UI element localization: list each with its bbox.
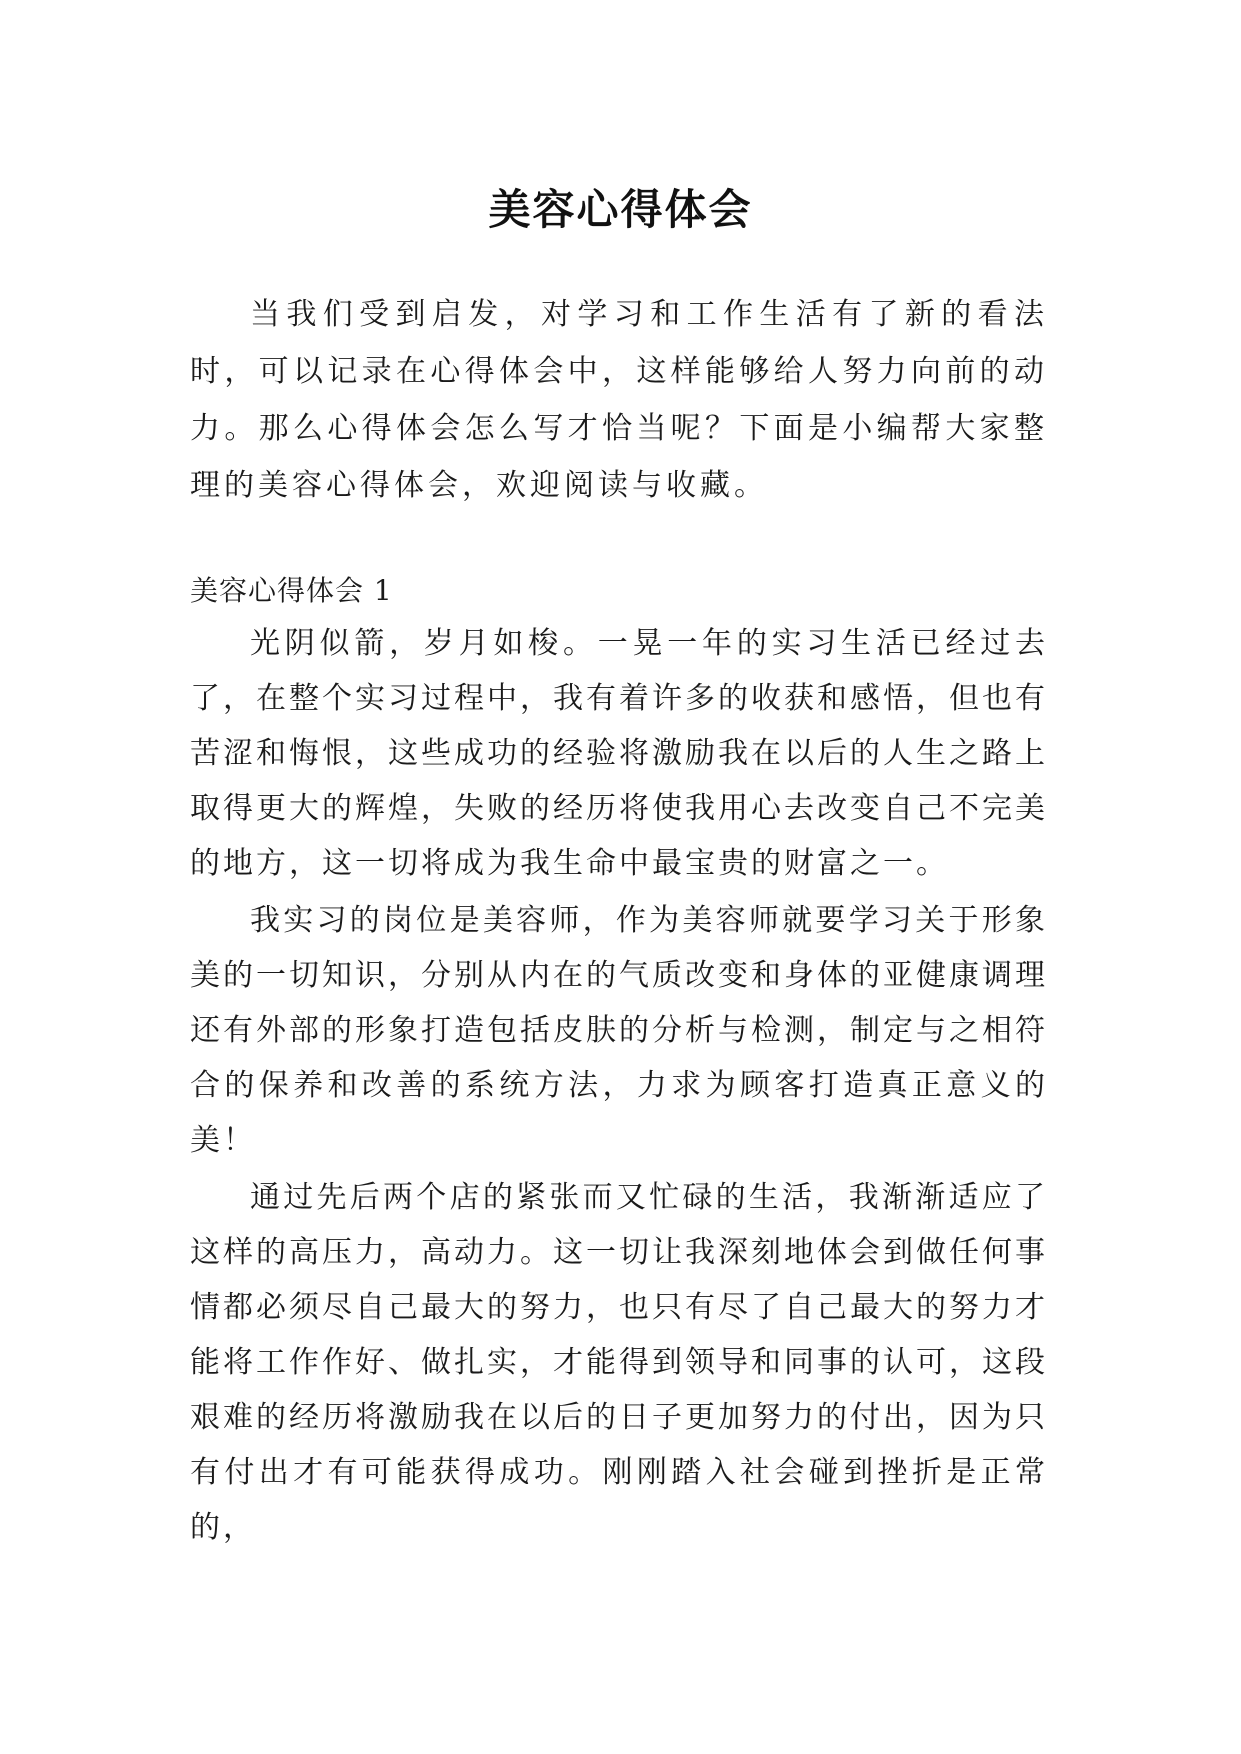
body-paragraph-2: 我实习的岗位是美容师，作为美容师就要学习关于形象美的一切知识，分别从内在的气质改变和身体的亚健康调理还有外部的形象打造包括皮肤的分析与检测，制定与之相符合的保养和改善的系统方法，力求为顾客打造真正意义的美！: [190, 903, 1048, 1158]
document-body: [190, 286, 1048, 1557]
body-paragraph-3: 通过先后两个店的紧张而又忙碌的生活，我渐渐适应了这样的高压力，高动力。这一切让我深刻地体会到做任何事情都必须尽自己最大的努力，也只有尽了自己最大的努力才能将工作作好、做扎实，才能得到领导和同事的认可，这段艰难的经历将激励我在以后的日子更加努力的付出，因为只有付出才有可能获得成功。刚刚踏入社会碰到挫折是正常的，: [190, 1180, 1048, 1545]
document-title: 美容心得体会: [488, 185, 753, 235]
section-heading: 美容心得体会 1: [190, 574, 393, 607]
body-paragraph-1: 光阴似箭，岁月如梭。一晃一年的实习生活已经过去了，在整个实习过程中，我有着许多的收获和感悟，但也有苦涩和悔恨，这些成功的经验将激励我在以后的人生之路上取得更大的辉煌，失败的经历将使我用心去改变自己不完美的地方，这一切将成为我生命中最宝贵的财富之一。: [190, 626, 1048, 881]
intro-paragraph: 当我们受到启发，对学习和工作生活有了新的看法时，可以记录在心得体会中，这样能够给人努力向前的动力。那么心得体会怎么写才恰当呢？下面是小编帮大家整理的美容心得体会，欢迎阅读与收藏。: [190, 297, 1048, 503]
